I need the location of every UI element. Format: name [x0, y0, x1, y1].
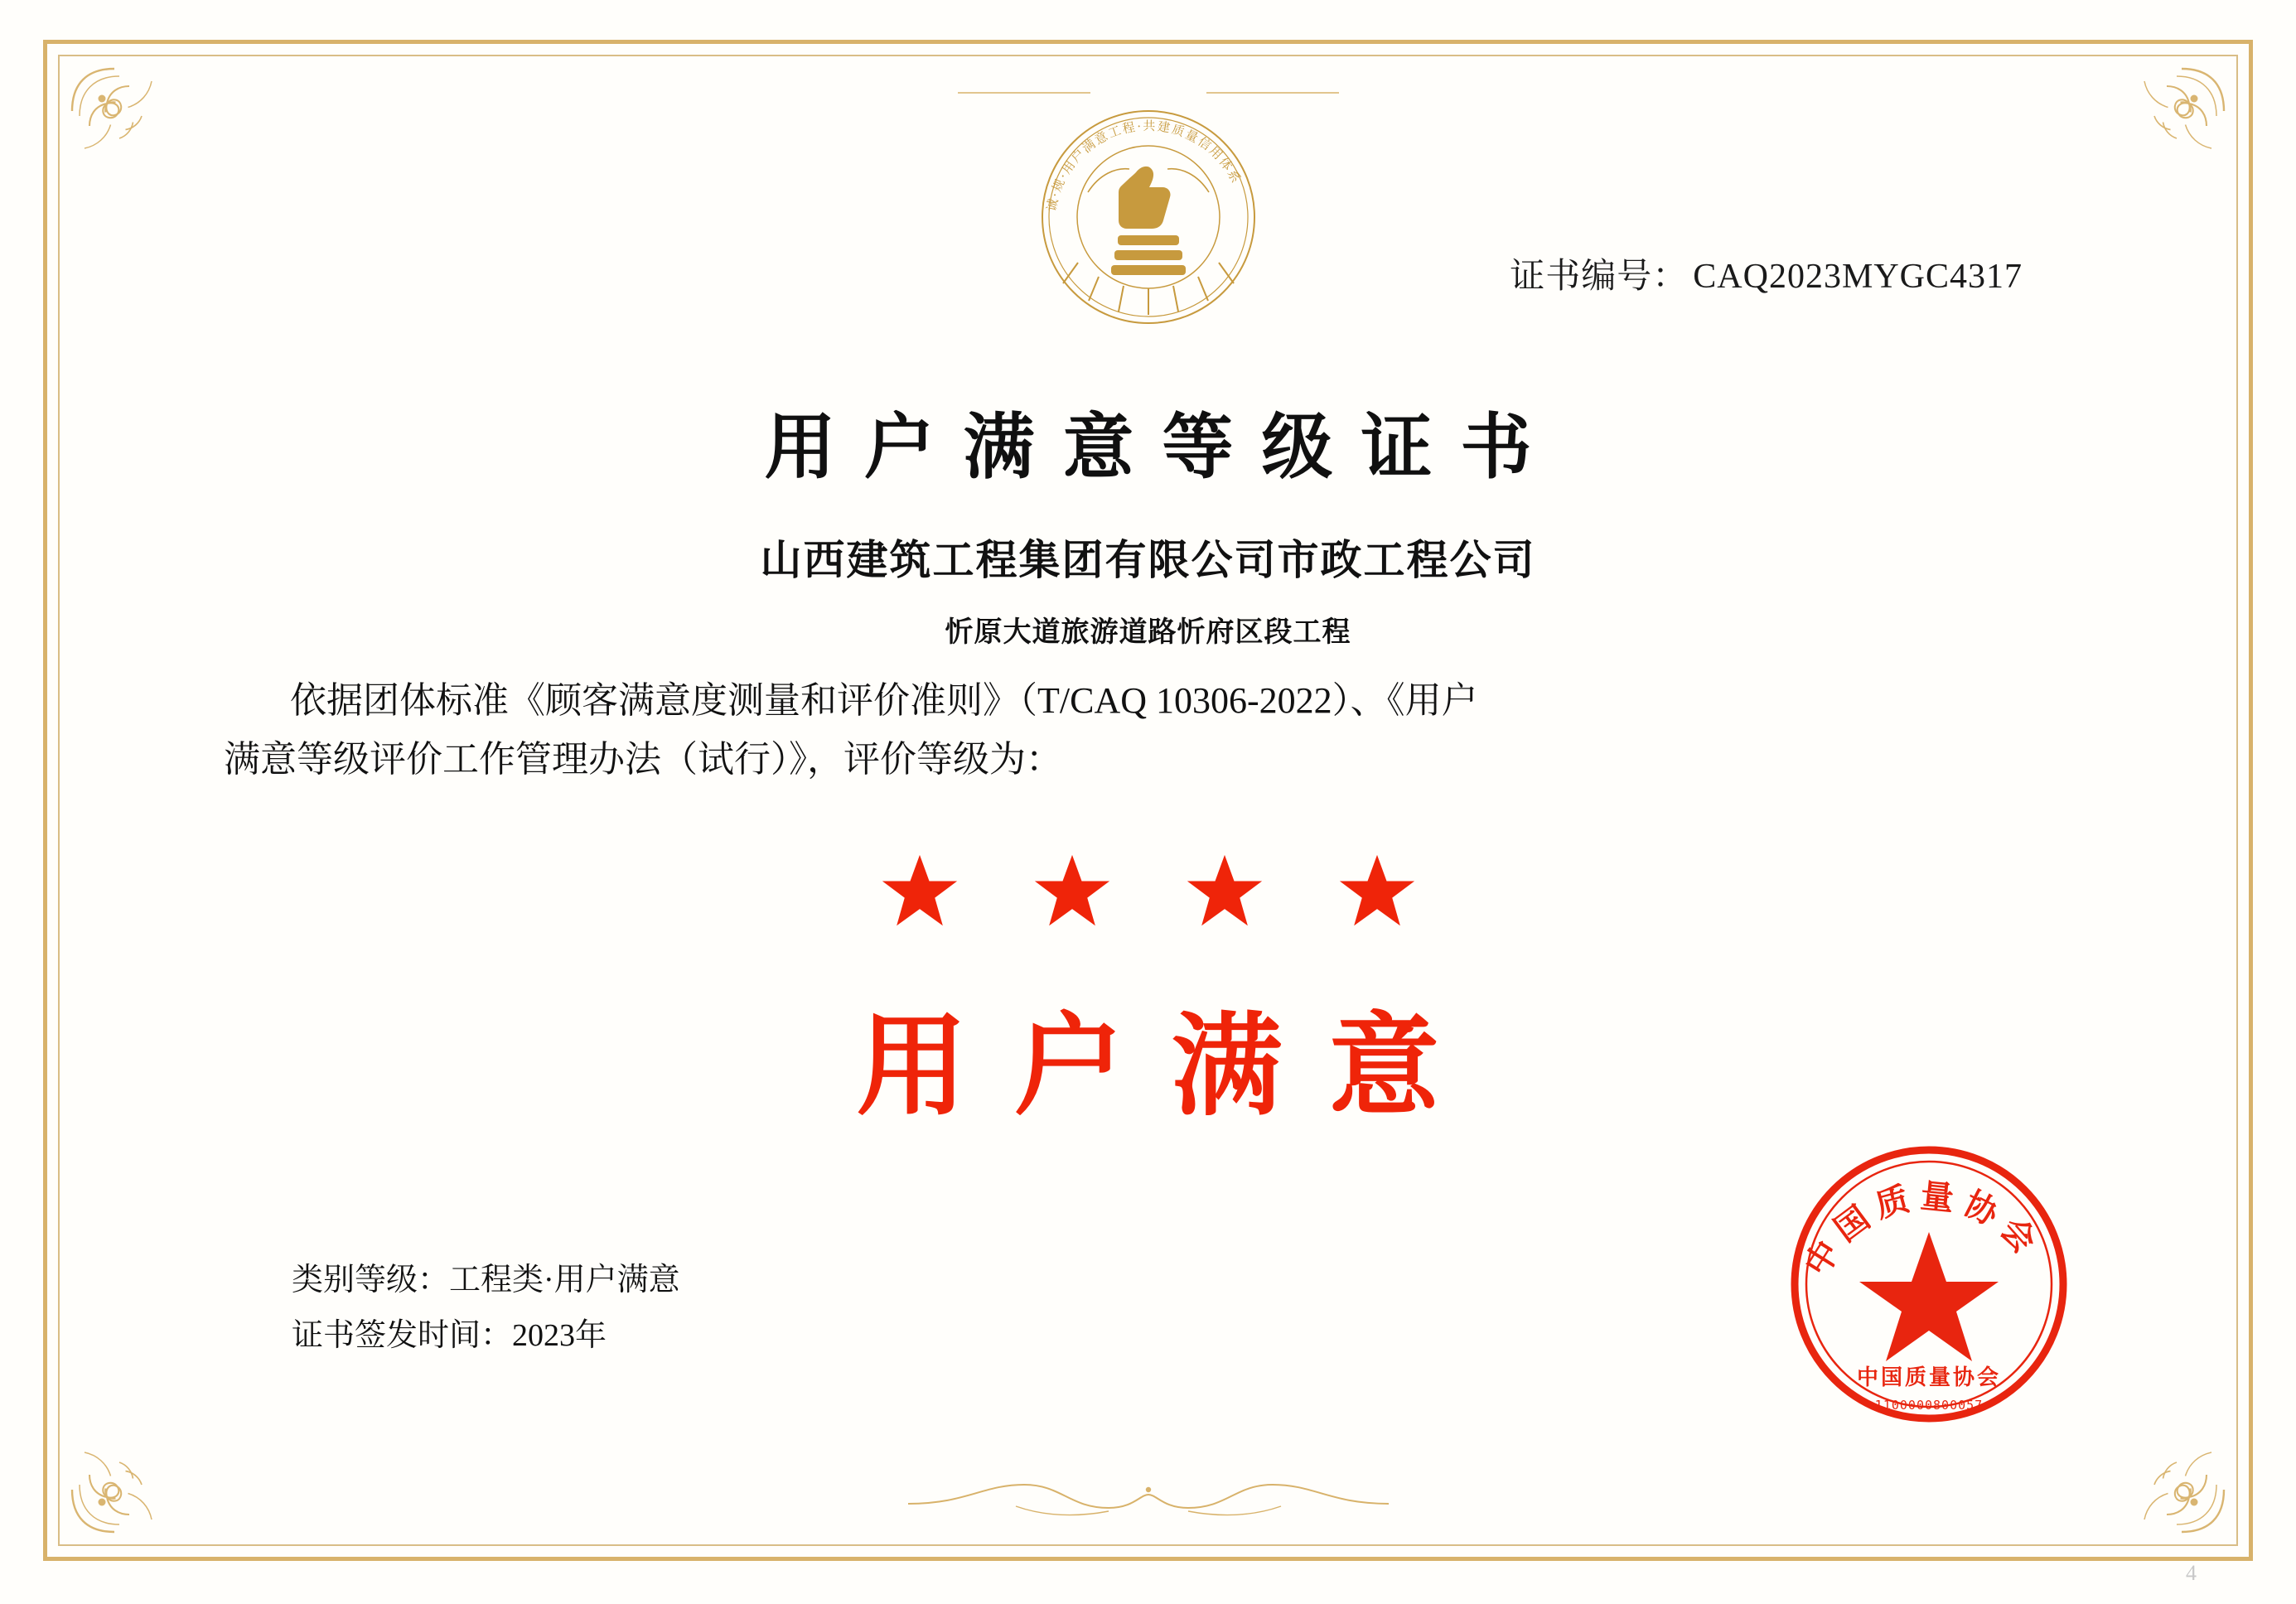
page-mark: 4 — [2186, 1561, 2197, 1585]
page-title: 用户满意等级证书 — [764, 405, 1560, 489]
star-icon — [1185, 852, 1264, 931]
svg-text:1100000800057: 1100000800057 — [1874, 1398, 1984, 1413]
rating-stars — [0, 852, 2296, 931]
corner-ornament-icon — [65, 61, 189, 186]
svg-text:中国质量协会: 中国质量协会 — [1796, 1176, 2050, 1283]
category-line: 类别等级：工程类·用户满意 — [292, 1263, 680, 1297]
grade-text: 用户满意 — [856, 1000, 1486, 1131]
corner-ornament-icon — [2107, 61, 2231, 186]
body-line-1: 依据团体标准《顾客满意度测量和评价准则》（T/CAQ 10306-2022）、《用户 — [290, 680, 1478, 721]
svg-text:中国质量协会: 中国质量协会 — [1856, 1365, 2002, 1390]
star-icon — [1032, 852, 1112, 931]
certificate-body — [224, 671, 2089, 790]
company-name: 山西建筑工程集团有限公司市政工程公司 — [760, 537, 1536, 583]
star-icon — [1337, 852, 1417, 931]
footer-info — [292, 1253, 680, 1363]
certificate-number-label: 证书编号： — [1510, 258, 1689, 296]
corner-ornament-icon — [2107, 1415, 2231, 1539]
body-line-2: 满意等级评价工作管理办法（试行）》，评价等级为： — [224, 739, 1062, 780]
star-icon — [880, 852, 959, 931]
certificate-number-value: CAQ2023MYGC4317 — [1693, 258, 2023, 296]
certificate-number — [1510, 249, 2023, 298]
bottom-flourish-icon — [892, 1475, 1405, 1533]
issue-date-line: 证书签发时间：2023年 — [292, 1317, 607, 1353]
official-seal-icon — [1784, 1139, 2074, 1429]
corner-ornament-icon — [65, 1415, 189, 1539]
project-name: 忻原大道旅游道路忻府区段工程 — [945, 617, 1351, 648]
svg-text:诚·规·用户满意工程·共建质量信用体系: 诚·规·用户满意工程·共建质量信用体系 — [1043, 118, 1245, 213]
association-emblem-icon — [1012, 93, 1285, 341]
